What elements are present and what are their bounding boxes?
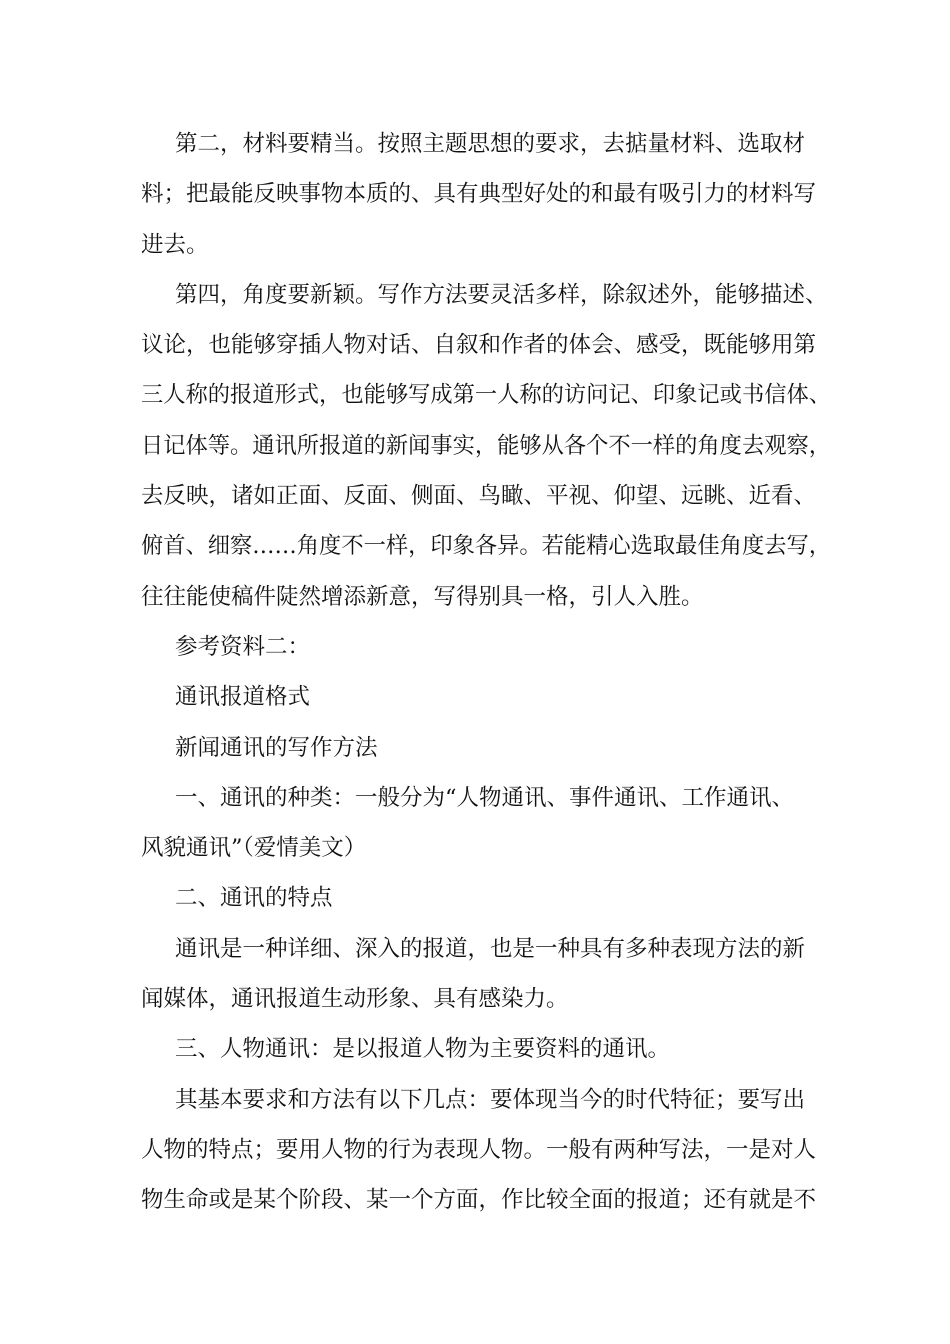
text-line: 其基本要求和方法有以下几点：要体现当今的时代特征；要写出 [175, 1086, 806, 1113]
text-line: 风貌通讯”（爱情美文） [141, 835, 367, 862]
text-line: 议论，也能够穿插人物对话、自叙和作者的体会、感受，既能够用第 [141, 332, 817, 359]
text-line: 人物的特点；要用人物的行为表现人物。一般有两种写法，一是对人 [141, 1136, 817, 1163]
text-line: 往往能使稿件陡然增添新意，写得别具一格，引人入胜。 [141, 583, 704, 610]
text-line: 三人称的报道形式，也能够写成第一人称的访问记、印象记或书信体、 [141, 382, 831, 409]
text-line: 闻媒体，通讯报道生动形象、具有感染力。 [141, 986, 569, 1013]
text-line: 二、通讯的特点 [175, 885, 333, 912]
body-text [141, 119, 831, 1226]
text-line: 物生命或是某个阶段、某一个方面，作比较全面的报道；还有就是不 [141, 1187, 817, 1214]
text-line: 第四，角度要新颖。写作方法要灵活多样，除叙述外，能够描述、 [175, 281, 828, 308]
text-line: 俯首、细察……角度不一样，印象各异。若能精心选取最佳角度去写， [141, 533, 831, 560]
text-line: 通讯报道格式 [175, 684, 311, 711]
text-line: 通讯是一种详细、深入的报道，也是一种具有多种表现方法的新 [175, 935, 806, 962]
text-line: 料；把最能反映事物本质的、具有典型好处的和最有吸引力的材料写 [141, 181, 817, 208]
text-line: 第二，材料要精当。按照主题思想的要求，去掂量材料、选取材 [175, 131, 806, 157]
text-line: 参考资料二： [175, 633, 311, 660]
text-line: 一、通讯的种类：一般分为“人物通讯、事件通讯、工作通讯、 [175, 784, 795, 811]
text-line: 日记体等。通讯所报道的新闻事实，能够从各个不一样的角度去观察， [141, 432, 831, 459]
text-line: 三、人物通讯：是以报道人物为主要资料的通讯。 [175, 1036, 671, 1063]
text-line: 去反映，诸如正面、反面、侧面、鸟瞰、平视、仰望、远眺、近看、 [141, 483, 817, 510]
text-line: 进去。 [141, 231, 209, 258]
text-line: 新闻通讯的写作方法 [175, 734, 378, 761]
